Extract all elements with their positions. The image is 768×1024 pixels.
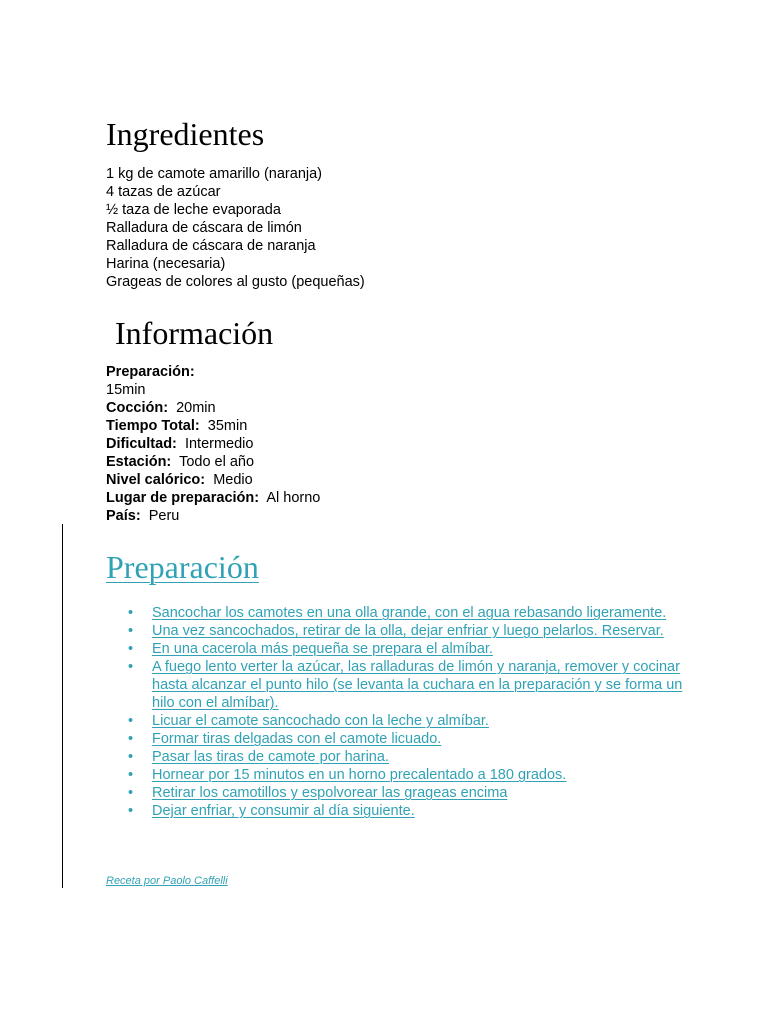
step-item[interactable] <box>128 730 688 748</box>
info-value-preparation: 15min <box>106 382 146 398</box>
step-item[interactable] <box>128 640 688 658</box>
ingredients-heading: Ingredientes <box>106 116 265 152</box>
ingredients-list <box>106 165 365 291</box>
step-link[interactable]: Retirar los camotillos y espolvorear las grageas encima <box>152 785 508 801</box>
info-label: Dificultad: <box>106 436 177 452</box>
bullet-icon: • <box>128 731 134 747</box>
ingredient-item: 1 kg de camote amarillo (naranja) <box>106 166 322 182</box>
info-field-pais <box>106 507 320 525</box>
step-link[interactable]: Hornear por 15 minutos en un horno precalentado a 180 grados. <box>152 767 567 783</box>
info-field-dificultad <box>106 435 320 453</box>
info-value: Todo el año <box>179 454 255 470</box>
step-link[interactable]: A fuego lento verter la azúcar, las ralladuras de limón y naranja, remover y cocinar hasta alcanzar el punto hilo (se levanta la cuchara en la preparación y se forma un hilo con el almíbar). <box>152 659 683 711</box>
recipe-credit-link[interactable]: Receta por Paolo Caffelli <box>106 875 228 887</box>
info-field-coccion <box>106 399 320 417</box>
bullet-icon: • <box>128 659 134 675</box>
step-link[interactable]: Sancochar los camotes en una olla grande, con el agua rebasando ligeramente. <box>152 605 667 621</box>
info-field-lugar <box>106 489 320 507</box>
info-label: Cocción: <box>106 400 169 416</box>
step-item[interactable] <box>128 622 688 640</box>
bullet-icon: • <box>128 749 134 765</box>
info-label: Estación: <box>106 454 172 470</box>
ingredient-item: Ralladura de cáscara de limón <box>106 220 302 236</box>
step-item[interactable] <box>128 658 688 712</box>
step-item[interactable] <box>128 748 688 766</box>
bullet-icon: • <box>128 785 134 801</box>
info-prep-value-line <box>106 381 320 399</box>
step-link[interactable]: Una vez sancochados, retirar de la olla, dejar enfriar y luego pelarlos. Reservar. <box>152 623 664 639</box>
info-value: Peru <box>148 508 180 524</box>
info-field-estacion <box>106 453 320 471</box>
bullet-icon: • <box>128 641 134 657</box>
bullet-icon: • <box>128 713 134 729</box>
info-label: Lugar de preparación: <box>106 490 260 506</box>
info-label: País: <box>106 508 141 524</box>
ingredient-item: Harina (necesaria) <box>106 256 226 272</box>
ingredient-item: Ralladura de cáscara de naranja <box>106 238 316 254</box>
info-field-tiempo-total <box>106 417 320 435</box>
info-label: Tiempo Total: <box>106 418 200 434</box>
step-item[interactable] <box>128 766 688 784</box>
info-value: 35min <box>207 418 248 434</box>
info-value: Medio <box>213 472 253 488</box>
information-heading: Información <box>115 315 274 351</box>
step-link[interactable]: Dejar enfriar, y consumir al día siguiente. <box>152 803 415 819</box>
preparation-steps-list <box>128 604 688 820</box>
left-margin-rule <box>62 524 63 888</box>
information-block <box>106 363 320 525</box>
info-field-nivel-calorico <box>106 471 320 489</box>
step-item[interactable] <box>128 784 688 802</box>
ingredient-item: 4 tazas de azúcar <box>106 184 221 200</box>
step-item[interactable] <box>128 604 688 622</box>
info-label-preparation: Preparación: <box>106 364 195 380</box>
bullet-icon: • <box>128 767 134 783</box>
bullet-icon: • <box>128 623 134 639</box>
step-item[interactable] <box>128 712 688 730</box>
info-value: 20min <box>176 400 216 416</box>
step-link[interactable]: Licuar el camote sancochado con la leche y almíbar. <box>152 713 489 729</box>
info-prep-label-line <box>106 363 320 381</box>
ingredient-item: ½ taza de leche evaporada <box>106 202 281 218</box>
step-item[interactable] <box>128 802 688 820</box>
preparation-heading[interactable]: Preparación <box>106 549 259 585</box>
bullet-icon: • <box>128 803 134 819</box>
info-value: Al horno <box>266 490 321 506</box>
bullet-icon: • <box>128 605 134 621</box>
ingredient-item: Grageas de colores al gusto (pequeñas) <box>106 274 365 290</box>
step-link[interactable]: Pasar las tiras de camote por harina. <box>152 749 389 765</box>
step-link[interactable]: En una cacerola más pequeña se prepara el almíbar. <box>152 641 493 657</box>
step-link[interactable]: Formar tiras delgadas con el camote licuado. <box>152 731 442 747</box>
info-label: Nivel calórico: <box>106 472 206 488</box>
info-value: Intermedio <box>184 436 254 452</box>
